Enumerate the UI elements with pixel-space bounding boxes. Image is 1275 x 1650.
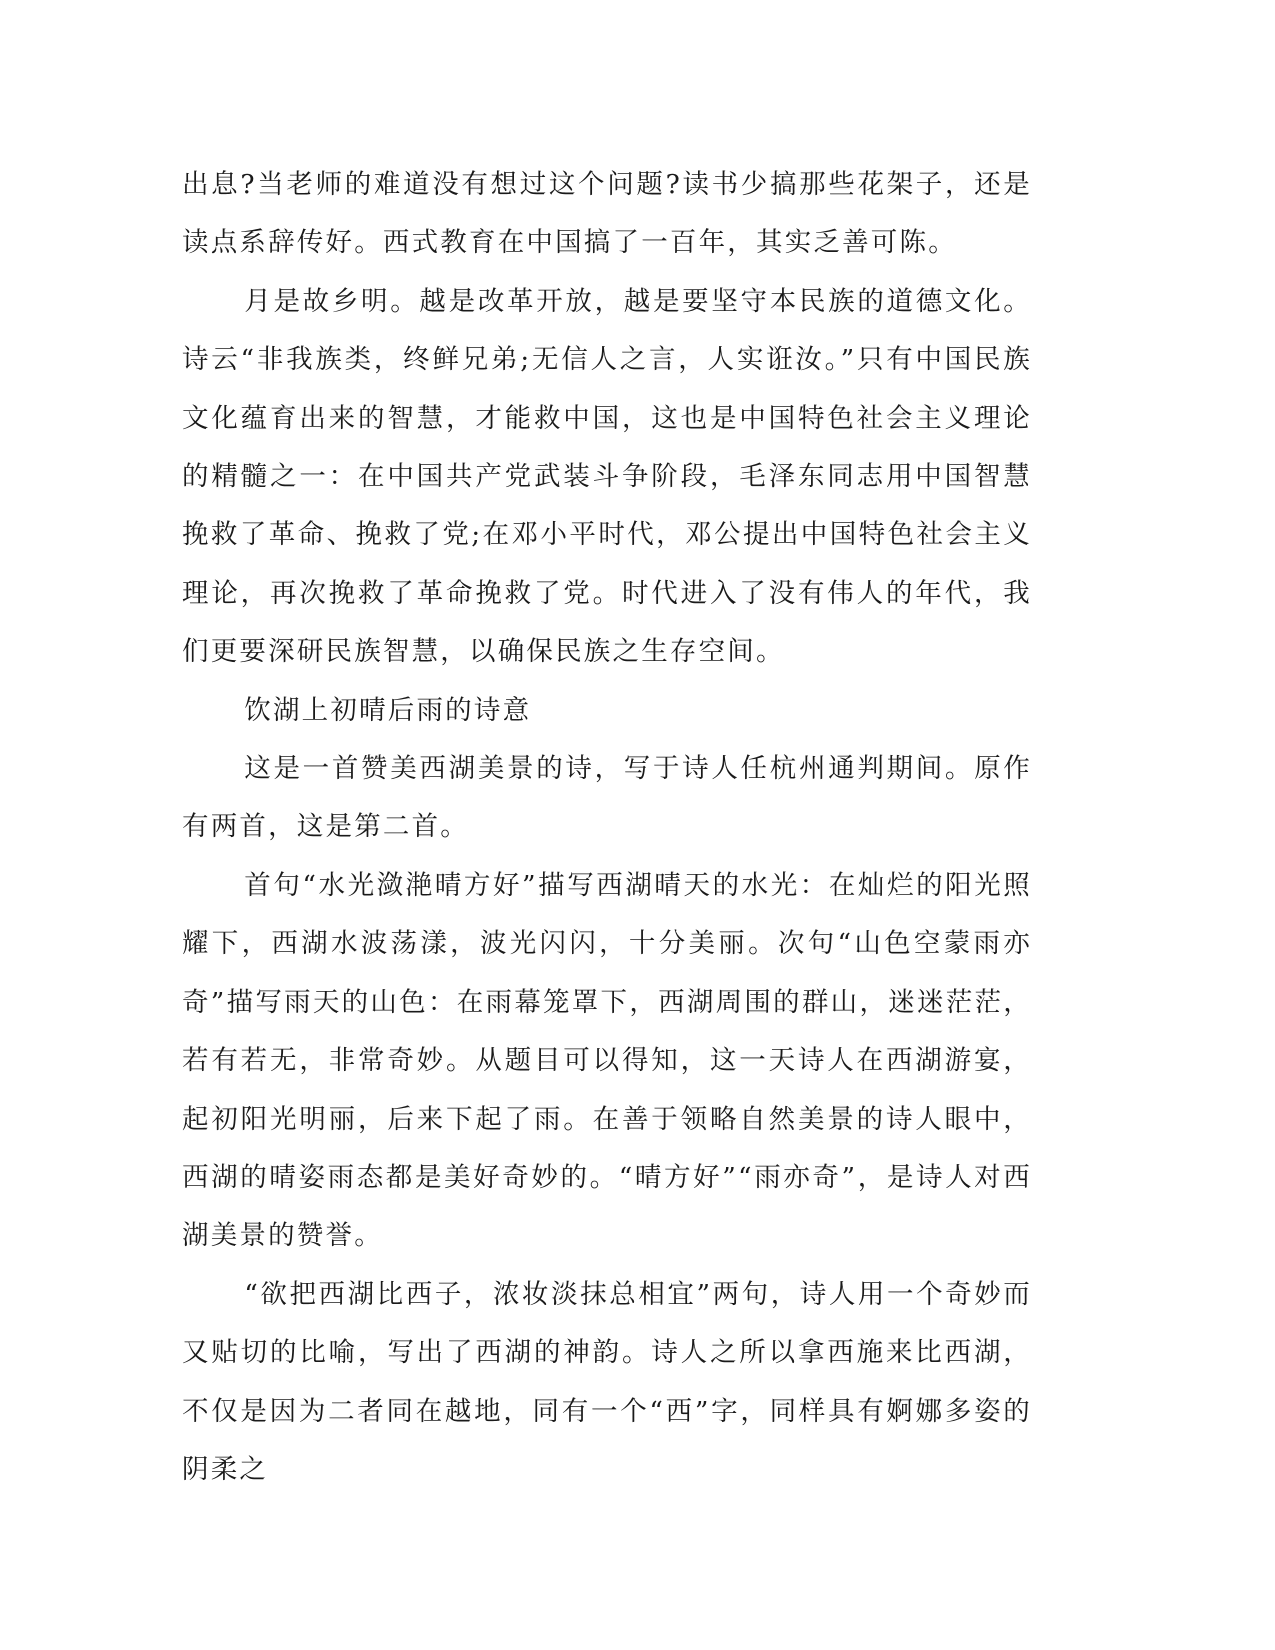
paragraph-5: “欲把西湖比西子，浓妆淡抹总相宜”两句，诗人用一个奇妙而又贴切的比喻，写出了西湖的神韵。诗人之所以拿西施来比西湖，不仅是因为二者同在越地，同有一个“西”字，同样具有婀娜多姿的阴柔之 (182, 1278, 1032, 1485)
paragraph-2: 月是故乡明。越是改革开放，越是要坚守本民族的道德文化。诗云“非我族类，终鲜兄弟;无信人之言，人实诳汝。”只有中国民族文化蕴育出来的智慧，才能救中国，这也是中国特色社会主义理论的精髓之一：在中国共产党武装斗争阶段，毛泽东同志用中国智慧挽救了革命、挽救了党;在邓小平时代，邓公提出中国特色社会主义理论，再次挽救了革命挽救了党。时代进入了没有伟人的年代，我们更要深研民族智慧，以确保民族之生存空间。 (182, 285, 1032, 668)
paragraph-1: 出息?当老师的难道没有想过这个问题?读书少搞那些花架子，还是读点系辞传好。西式教育在中国搞了一百年，其实乏善可陈。 (182, 169, 1032, 259)
paragraph-4: 首句“水光潋滟晴方好”描写西湖晴天的水光：在灿烂的阳光照耀下，西湖水波荡漾，波光闪闪，十分美丽。次句“山色空蒙雨亦奇”描写雨天的山色：在雨幕笼罩下，西湖周围的群山，迷迷茫茫，若有若无，非常奇妙。从题目可以得知，这一天诗人在西湖游宴，起初阳光明丽，后来下起了雨。在善于领略自然美景的诗人眼中，西湖的晴姿雨态都是美好奇妙的。“晴方好”“雨亦奇”，是诗人对西湖美景的赞誉。 (182, 869, 1032, 1252)
section-heading: 饮湖上初晴后雨的诗意 (244, 694, 532, 726)
document-body (182, 156, 1032, 1499)
paragraph-3: 这是一首赞美西湖美景的诗，写于诗人任杭州通判期间。原作有两首，这是第二首。 (182, 753, 1032, 843)
